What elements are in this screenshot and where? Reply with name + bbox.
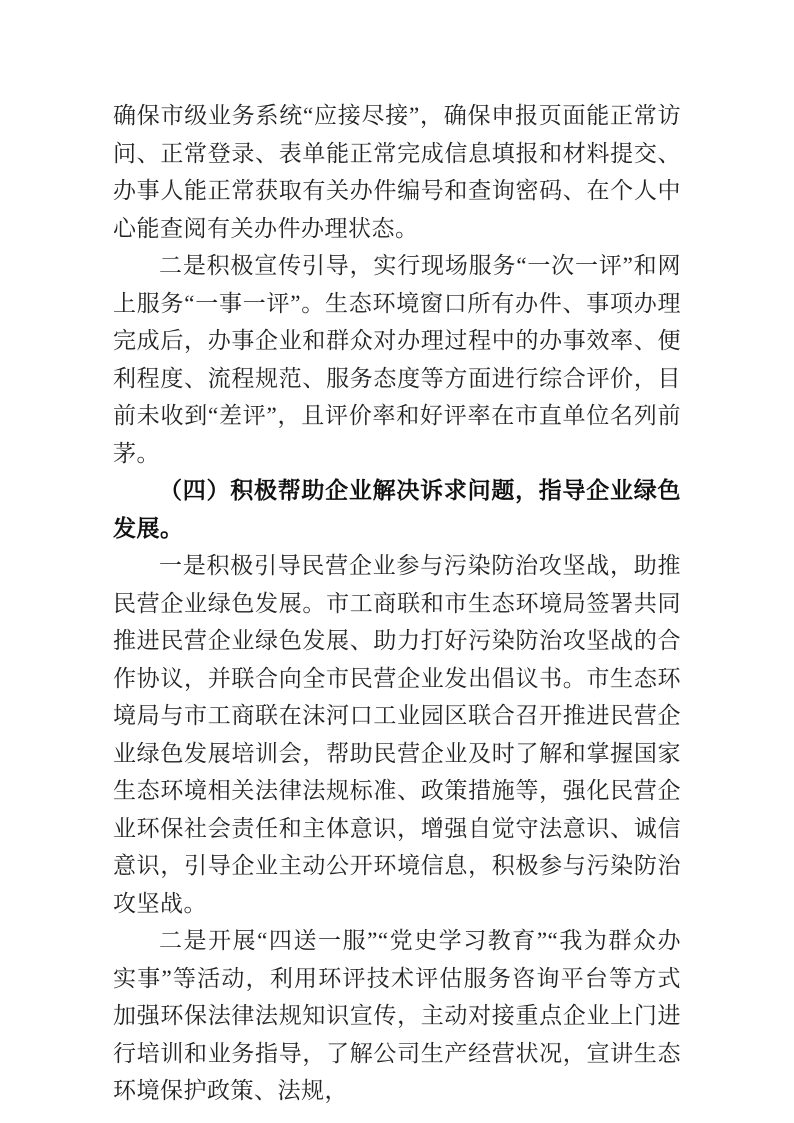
paragraph-evaluation-system: 二是积极宣传引导，实行现场服务“一次一评”和网上服务“一事一评”。生态环境窗口所有办件、事项办理完成后，办事企业和群众对办理过程中的办事效率、便利程度、流程规范、服务态度等方面进行综合评价，目前未收到“差评”，且评价率和好评率在市直单位名列前茅。 [113,253,681,466]
document-text-block [113,97,681,1110]
section-heading-four: （四）积极帮助企业解决诉求问题，指导企业绿色发展。 [113,478,681,541]
paragraph-outreach-activities: 二是开展“四送一服”“党史学习教育”“我为群众办实事”等活动，利用环评技术评估服务咨询平台等方式加强环保法律法规知识宣传，主动对接重点企业上门进行培训和业务指导，了解公司生产经营状况，宣讲生态环境保护政策、法规， [113,928,681,1103]
paragraph-green-development: 一是积极引导民营企业参与污染防治攻坚战，助推民营企业绿色发展。市工商联和市生态环境局签署共同推进民营企业绿色发展、助力打好污染防治攻坚战的合作协议，并联合向全市民营企业发出倡议书。市生态环境局与市工商联在沫河口工业园区联合召开推进民营企业绿色发展培训会，帮助民营企业及时了解和掌握国家生态环境相关法律法规标准、政策措施等，强化民营企业环保社会责任和主体意识，增强自觉守法意识、诚信意识，引导企业主动公开环境信息，积极参与污染防治攻坚战。 [113,553,681,916]
paragraph-continuation: 确保市级业务系统“应接尽接”，确保申报页面能正常访问、正常登录、表单能正常完成信息填报和材料提交、办事人能正常获取有关办件编号和查询密码、在个人中心能查阅有关办件办理状态。 [113,103,681,241]
